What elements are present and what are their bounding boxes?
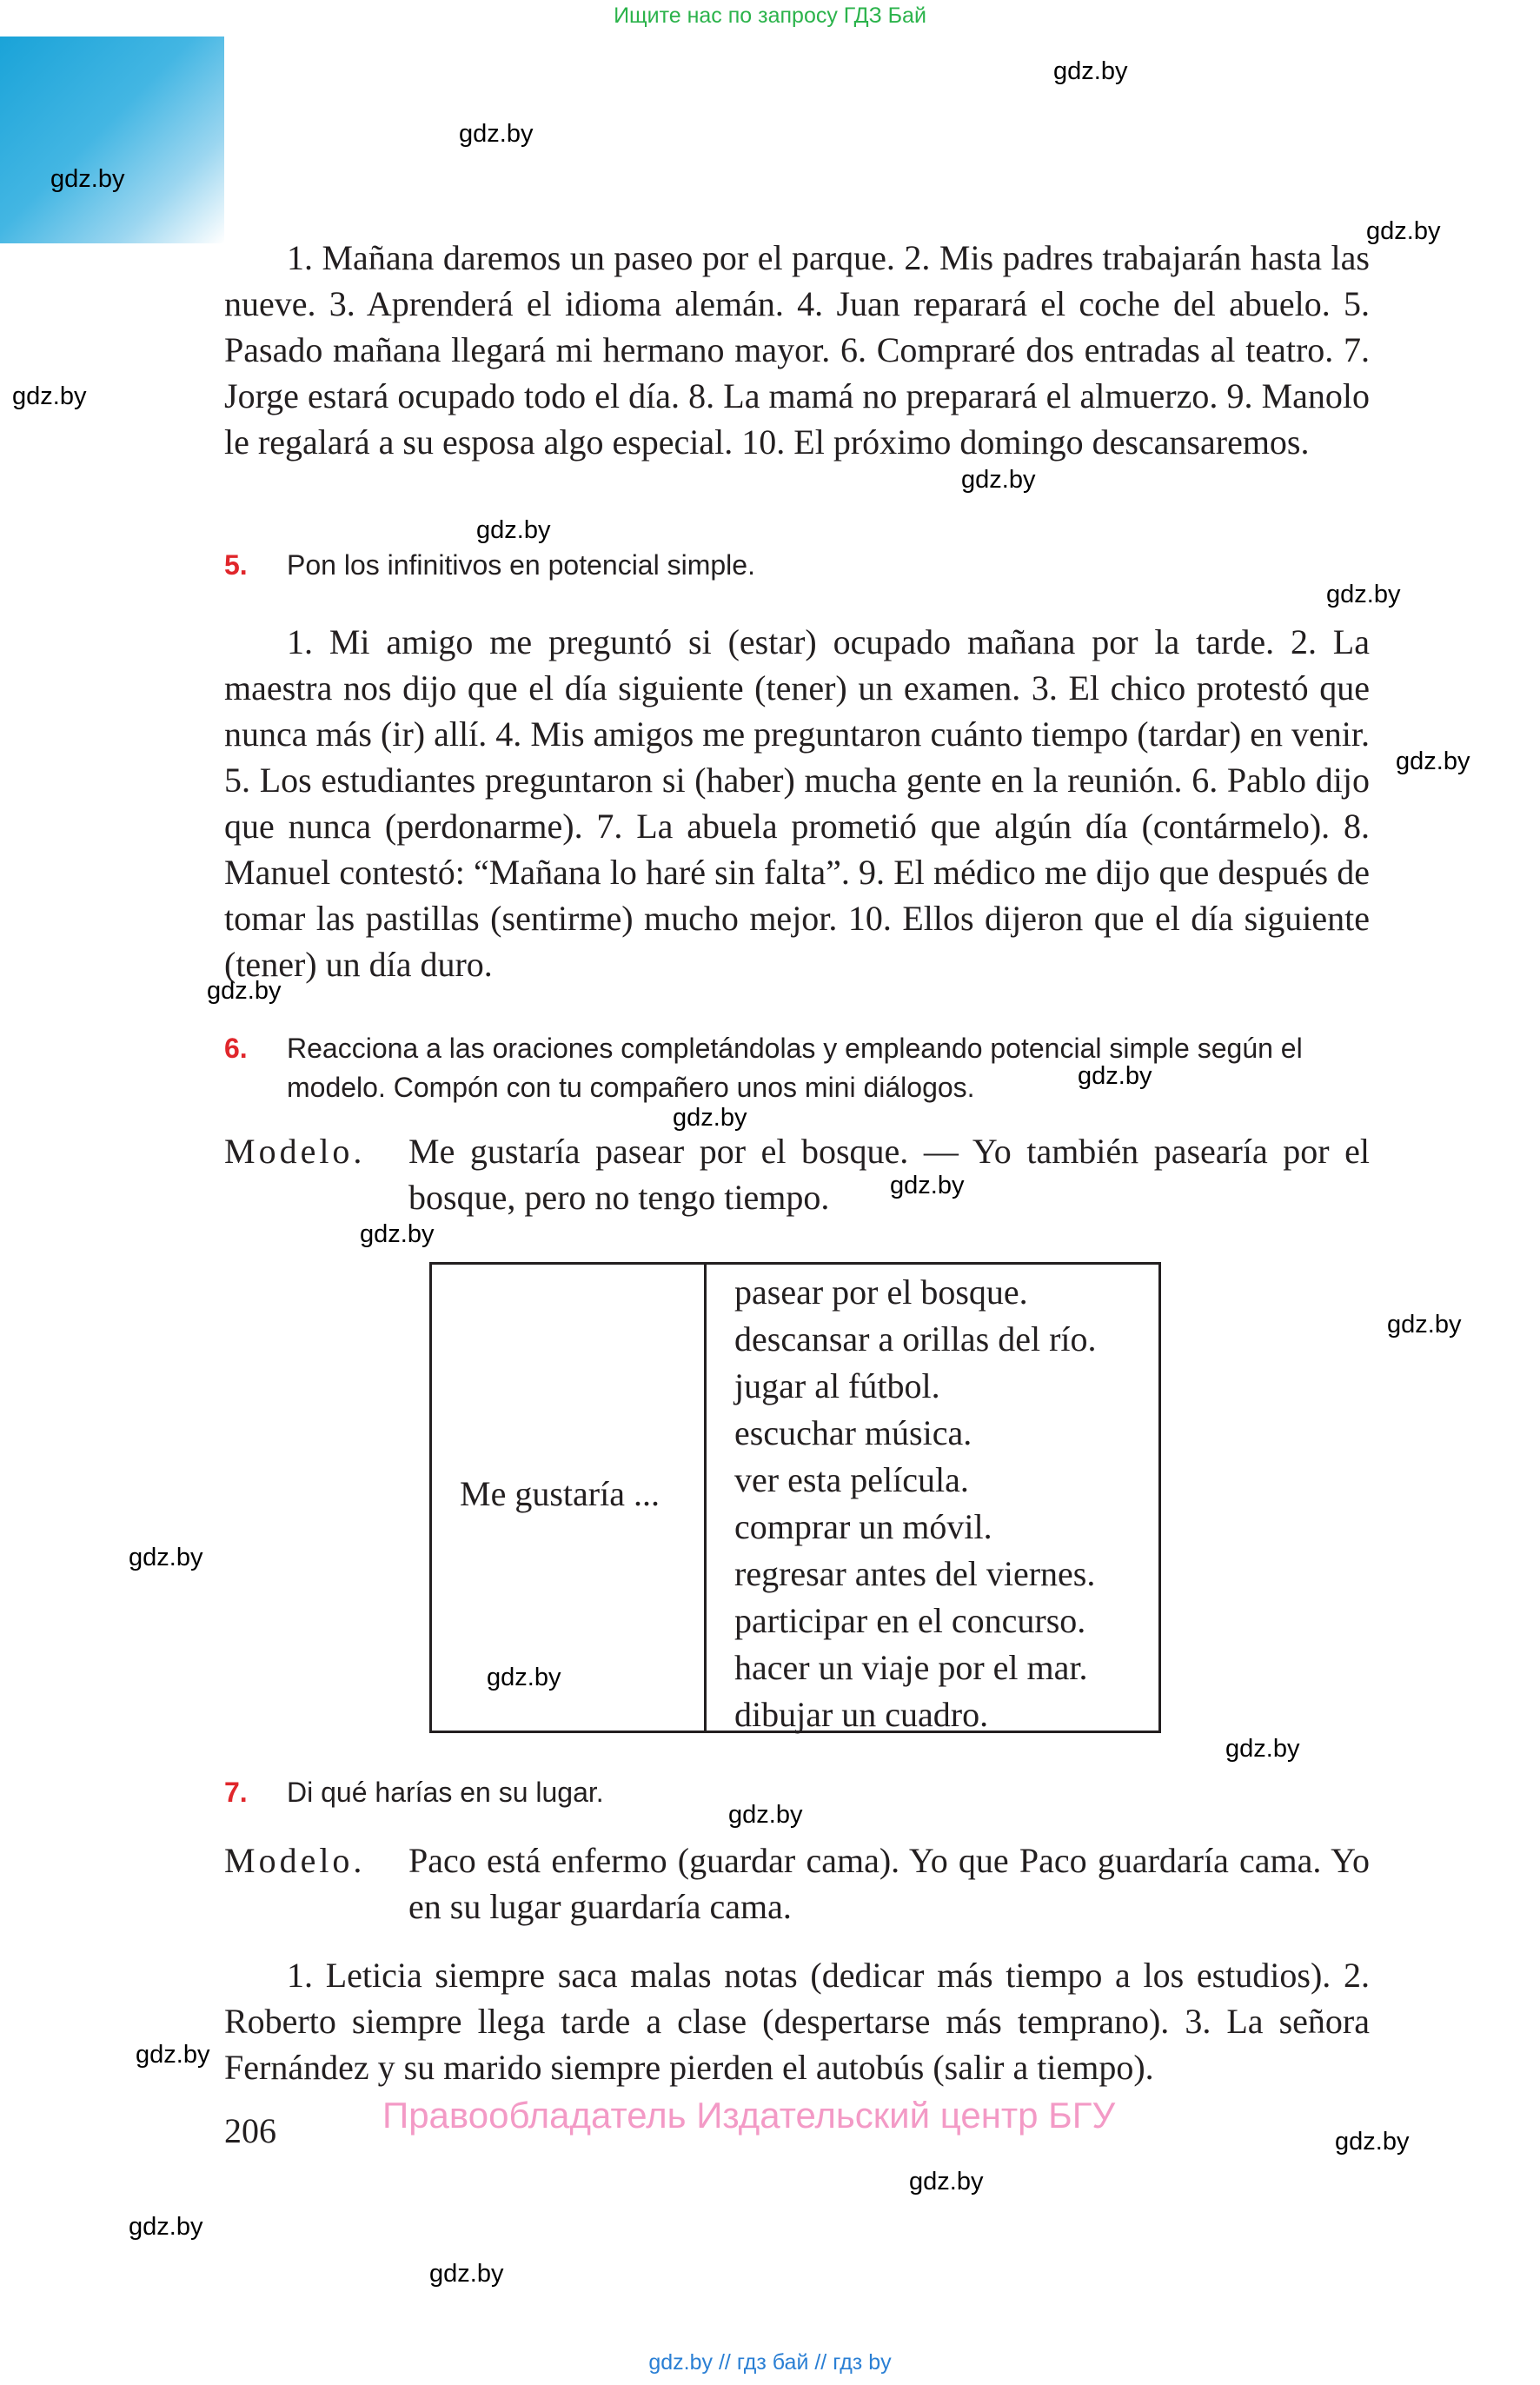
- table-row: hacer un viaje por el mar.: [734, 1648, 1088, 1687]
- watermark: gdz.by: [728, 1801, 803, 1829]
- watermark: gdz.by: [129, 1544, 203, 1571]
- table-row: pasear por el bosque.: [734, 1272, 1028, 1312]
- watermark: gdz.by: [1078, 1062, 1152, 1090]
- task-instruction: Pon los infinitivos en potencial simple.: [287, 549, 755, 581]
- bottom-note: gdz.by // гдз бай // гдз by: [648, 2350, 892, 2375]
- watermark: gdz.by: [487, 1664, 561, 1691]
- watermark: gdz.by: [961, 466, 1036, 494]
- watermark: gdz.by: [1335, 2128, 1410, 2156]
- corner-decoration: [0, 37, 224, 243]
- watermark: gdz.by: [459, 120, 534, 148]
- table-row: regresar antes del viernes.: [734, 1554, 1096, 1593]
- watermark: gdz.by: [1326, 581, 1401, 608]
- watermark: gdz.by: [673, 1104, 747, 1132]
- task-number: 5.: [224, 549, 248, 581]
- table-divider: [704, 1265, 707, 1731]
- task-5: [224, 546, 1370, 585]
- watermark: gdz.by: [207, 977, 282, 1005]
- task-number: 6.: [224, 1033, 248, 1064]
- table-row: ver esta película.: [734, 1460, 969, 1499]
- exercise-7-sentences: 1. Leticia siempre saca malas notas (dedicar más tiempo a los estudios). 2. Roberto siempre llega tarde a clase (despertarse más temprano). 3. La señora Fernández y su marido siempre pierden el autobús (salir a tiempo).: [224, 1956, 1370, 2087]
- exercise-4-sentences: 1. Mañana daremos un paseo por el parque. 2. Mis padres trabajarán hasta las nueve. 3. Aprenderá el idioma alemán. 4. Juan reparará el coche del abuelo. 5. Pasado mañana llegará mi hermano mayor. 6. Compraré dos entradas al teatro. 7. Jorge estará ocupado todo el día. 8. La mamá no preparará el almuerzo. 9. Manolo le regalará a su esposa algo especial. 10. El próximo domingo descansaremos.: [224, 238, 1370, 462]
- table-row: escuchar música.: [734, 1413, 972, 1452]
- watermark: gdz.by: [360, 1220, 435, 1248]
- top-note: Ищите нас по запросу ГДЗ Бай: [614, 3, 926, 28]
- substitution-table: [429, 1262, 1161, 1733]
- exercise-5-sentences: 1. Mi amigo me preguntó si (estar) ocupado mañana por la tarde. 2. La maestra nos dijo que el día siguiente (tener) un examen. 3. El chico protestó que nunca más (ir) allí. 4. Mis amigos me preguntaron cuánto tiempo (tardar) en venir. 5. Los estudiantes preguntaron si (haber) mucha gente en la reunión. 6. Pablo dijo que nunca (perdonarme). 7. La abuela prometió que algún día (contármelo). 8. Manuel contestó: “Mañana lo haré sin falta”. 9. El médico me dijo que después de tomar las pastillas (sentirme) mucho mejor. 10. Ellos dijeron que el día siguiente (tener) un día duro.: [224, 622, 1370, 984]
- table-left-cell: Me gustaría ...: [460, 1474, 660, 1513]
- task-instruction: Reacciona a las oraciones completándolas y empleando potencial simple según el modelo. Compón con tu compañero unos mini diálogos.: [287, 1033, 1303, 1103]
- watermark: gdz.by: [136, 2041, 210, 2069]
- watermark: gdz.by: [50, 165, 125, 193]
- watermark: gdz.by: [429, 2260, 504, 2288]
- task-6: [224, 1029, 1370, 1107]
- table-right-cell: [734, 1269, 1097, 1738]
- task-number: 7.: [224, 1777, 248, 1808]
- table-row: dibujar un cuadro.: [734, 1695, 989, 1734]
- watermark: gdz.by: [1387, 1311, 1462, 1339]
- model-label: Modelo.: [224, 1841, 366, 1880]
- watermark: gdz.by: [12, 382, 87, 410]
- table-row: comprar un móvil.: [734, 1507, 992, 1546]
- watermark: gdz.by: [1396, 747, 1470, 775]
- table-row: participar en el concurso.: [734, 1601, 1086, 1640]
- watermark: gdz.by: [890, 1172, 965, 1199]
- watermark: gdz.by: [1366, 217, 1441, 245]
- model-7: [224, 1837, 1370, 1930]
- page-number: 206: [224, 2111, 276, 2150]
- watermark: gdz.by: [1053, 57, 1128, 85]
- table-row: descansar a orillas del río.: [734, 1319, 1097, 1359]
- watermark: gdz.by: [129, 2213, 203, 2241]
- copyright-owner: Правообладатель Издательский центр БГУ: [382, 2095, 1116, 2136]
- model-text: Paco está enfermo (guardar cama). Yo que Paco guardaría cama. Yo en su lugar guardaría cama.: [408, 1841, 1370, 1926]
- task-instruction: Di qué harías en su lugar.: [287, 1777, 604, 1808]
- model-label: Modelo.: [224, 1132, 366, 1171]
- watermark: gdz.by: [476, 516, 551, 544]
- watermark: gdz.by: [909, 2168, 984, 2196]
- model-text: Me gustaría pasear por el bosque. — Yo también pasearía por el bosque, pero no tengo tiempo.: [408, 1132, 1370, 1217]
- model-6: [224, 1128, 1370, 1220]
- table-row: jugar al fútbol.: [734, 1366, 940, 1405]
- task-7: [224, 1773, 1370, 1812]
- watermark: gdz.by: [1225, 1735, 1300, 1763]
